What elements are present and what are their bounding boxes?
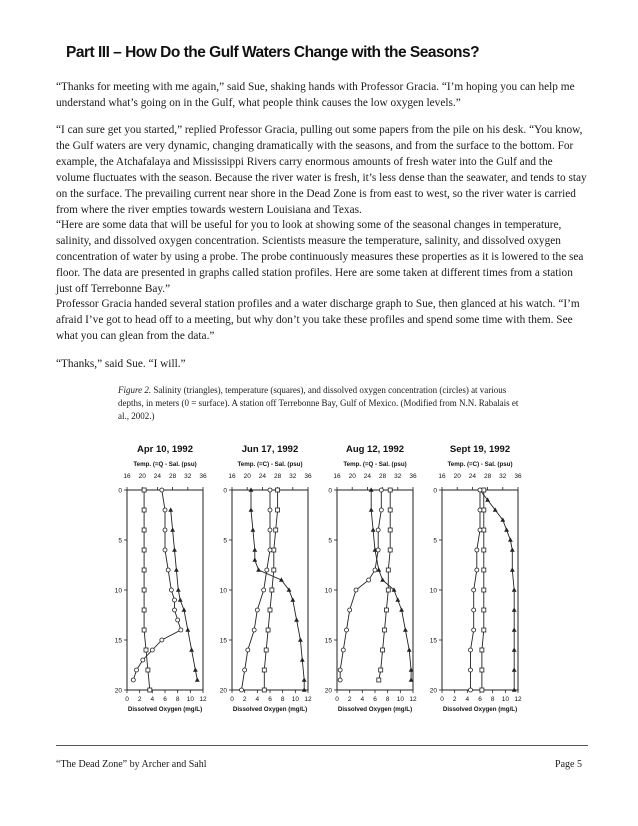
bottom-tick-label: 8: [490, 696, 495, 703]
depth-tick-label: 15: [219, 637, 227, 645]
oxygen-point: [246, 648, 250, 652]
section-heading: Part III – How Do the Gulf Waters Change with the Seasons?: [66, 44, 480, 61]
salinity-point: [182, 607, 187, 611]
temperature-point: [142, 568, 146, 572]
temperature-point: [270, 588, 274, 592]
oxygen-point: [338, 668, 342, 672]
bottom-axis-label: Dissolved Oxygen (mg/L): [127, 706, 203, 713]
oxygen-point: [478, 508, 482, 512]
bottom-axis-label: Dissolved Oxygen (mg/L): [232, 706, 308, 713]
temperature-point: [383, 628, 387, 632]
bottom-tick-label: 12: [514, 696, 522, 703]
bottom-tick-label: 2: [242, 696, 247, 703]
oxygen-point: [341, 648, 345, 652]
depth-tick-label: 0: [433, 487, 437, 495]
oxygen-point: [255, 608, 259, 612]
bottom-tick-label: 0: [335, 696, 339, 703]
bottom-tick-label: 12: [304, 696, 312, 703]
temperature-point: [377, 678, 381, 682]
top-tick-label: 20: [243, 473, 251, 480]
temperature-point: [480, 668, 484, 672]
salinity-point: [290, 597, 295, 601]
temperature-point: [142, 528, 146, 532]
temperature-point: [264, 648, 268, 652]
oxygen-point: [240, 688, 244, 692]
oxygen-point: [166, 568, 170, 572]
oxygen-point: [373, 568, 377, 572]
top-tick-label: 36: [514, 473, 522, 480]
salinity-point: [380, 577, 385, 581]
oxygen-point: [173, 598, 177, 602]
salinity-point: [249, 507, 254, 511]
series-line-circle: [133, 490, 181, 680]
bottom-tick-label: 6: [478, 696, 482, 703]
page-number: Page 5: [555, 759, 582, 770]
oxygen-point: [348, 608, 352, 612]
temperature-point: [482, 568, 486, 572]
salinity-point: [403, 627, 408, 631]
depth-tick-label: 10: [324, 587, 332, 595]
paragraph-4: Professor Gracia handed several station profiles and a water discharge graph to Sue, then glanced at his watch. “I’m afraid I’ve got to head off to a meeting, but why don’t you take these profiles and spend some time with them. See what you can glean from the data.”: [56, 298, 580, 342]
temperature-point: [142, 548, 146, 552]
station-profiles-figure: [105, 438, 525, 728]
oxygen-point: [262, 588, 266, 592]
oxygen-point: [379, 488, 383, 492]
bottom-tick-label: 4: [465, 696, 470, 703]
temperature-point: [276, 508, 280, 512]
depth-tick-label: 0: [223, 487, 227, 495]
series-line-triangle: [371, 490, 411, 680]
top-tick-label: 16: [438, 473, 446, 480]
oxygen-point: [268, 528, 272, 532]
series-line-triangle: [171, 510, 198, 680]
oxygen-point: [160, 638, 164, 642]
depth-tick-label: 10: [219, 587, 227, 595]
oxygen-point: [135, 668, 139, 672]
oxygen-point: [478, 488, 482, 492]
depth-tick-label: 15: [324, 637, 332, 645]
temperature-point: [142, 488, 146, 492]
temperature-point: [388, 528, 392, 532]
salinity-point: [508, 537, 513, 541]
bottom-tick-label: 4: [150, 696, 155, 703]
top-tick-label: 32: [499, 473, 507, 480]
temperature-point: [482, 548, 486, 552]
top-tick-label: 36: [409, 473, 417, 480]
oxygen-point: [163, 508, 167, 512]
temperature-point: [381, 648, 385, 652]
bottom-tick-label: 12: [199, 696, 207, 703]
temperature-point: [388, 508, 392, 512]
salinity-point: [252, 557, 257, 561]
oxygen-point: [141, 658, 145, 662]
temperature-point: [379, 668, 383, 672]
salinity-point: [298, 637, 303, 641]
top-tick-label: 16: [333, 473, 341, 480]
temperature-point: [386, 588, 390, 592]
bottom-tick-label: 10: [501, 696, 509, 703]
salinity-point: [510, 567, 515, 571]
station-profile-panel: [115, 444, 207, 713]
salinity-point: [399, 607, 404, 611]
top-tick-label: 32: [184, 473, 192, 480]
salinity-point: [407, 647, 412, 651]
top-tick-label: 24: [363, 473, 372, 480]
station-profile-panel: [325, 444, 417, 713]
panel-title: Aug 12, 1992: [345, 444, 405, 455]
top-tick-label: 32: [394, 473, 402, 480]
oxygen-point: [472, 628, 476, 632]
temperature-point: [262, 688, 266, 692]
top-tick-label: 20: [453, 473, 461, 480]
station-profile-panel: [220, 444, 312, 713]
temperature-point: [142, 628, 146, 632]
top-tick-label: 32: [289, 473, 297, 480]
bottom-tick-label: 0: [440, 696, 444, 703]
temperature-point: [148, 688, 152, 692]
salinity-point: [195, 677, 200, 681]
oxygen-point: [268, 488, 272, 492]
oxygen-point: [475, 568, 479, 572]
top-axis-label: Temp. (=C) - Sal. (psu): [237, 461, 303, 468]
bottom-tick-label: 12: [409, 696, 417, 703]
figure-caption: [118, 384, 526, 423]
temperature-point: [146, 668, 150, 672]
top-tick-label: 28: [483, 473, 492, 480]
plot-frame: [337, 490, 413, 690]
top-tick-label: 16: [123, 473, 131, 480]
bottom-tick-label: 0: [125, 696, 129, 703]
salinity-point: [395, 597, 400, 601]
oxygen-point: [472, 588, 476, 592]
top-tick-label: 16: [228, 473, 236, 480]
paragraph-5: “Thanks,” said Sue. “I will.”: [56, 358, 186, 370]
oxygen-point: [265, 568, 269, 572]
top-tick-label: 20: [138, 473, 146, 480]
oxygen-point: [160, 488, 164, 492]
oxygen-point: [176, 618, 180, 622]
salinity-point: [300, 657, 305, 661]
salinity-point: [176, 587, 181, 591]
salinity-point: [302, 677, 307, 681]
depth-tick-label: 5: [433, 537, 437, 545]
oxygen-point: [150, 648, 154, 652]
footer-credit: “The Dead Zone” by Archer and Sahl: [56, 759, 207, 770]
salinity-point: [170, 527, 175, 531]
temperature-point: [388, 548, 392, 552]
top-axis-label: Temp. (=Q - Sal. (psu): [343, 461, 407, 468]
bottom-tick-label: 6: [268, 696, 272, 703]
top-tick-label: 20: [348, 473, 356, 480]
salinity-point: [252, 547, 257, 551]
depth-tick-label: 0: [118, 487, 122, 495]
salinity-point: [193, 667, 198, 671]
top-tick-label: 36: [304, 473, 312, 480]
oxygen-point: [354, 588, 358, 592]
bottom-tick-label: 6: [163, 696, 167, 703]
salinity-point: [189, 647, 194, 651]
depth-tick-label: 15: [114, 637, 122, 645]
series-line-triangle: [251, 490, 304, 690]
salinity-point: [251, 527, 256, 531]
oxygen-point: [268, 548, 272, 552]
depth-tick-label: 5: [118, 537, 122, 545]
salinity-point: [294, 617, 299, 621]
oxygen-point: [252, 628, 256, 632]
oxygen-point: [469, 688, 473, 692]
bottom-tick-label: 8: [280, 696, 285, 703]
bottom-axis-label: Dissolved Oxygen (mg/L): [337, 706, 413, 713]
bottom-axis-label: Dissolved Oxygen (mg/L): [442, 706, 518, 713]
salinity-point: [178, 597, 183, 601]
salinity-point: [512, 667, 517, 671]
series-line-circle: [340, 490, 381, 680]
bottom-tick-label: 4: [255, 696, 260, 703]
oxygen-point: [475, 548, 479, 552]
salinity-point: [510, 547, 515, 551]
oxygen-point: [478, 528, 482, 532]
temperature-point: [142, 508, 146, 512]
oxygen-point: [163, 528, 167, 532]
salinity-point: [371, 527, 376, 531]
depth-tick-label: 20: [324, 687, 332, 695]
top-axis-label: Temp. (=C) - Sal. (psu): [447, 461, 513, 468]
top-tick-label: 28: [273, 473, 282, 480]
station-profile-panel: [430, 444, 522, 713]
salinity-point: [168, 507, 173, 511]
bottom-tick-label: 4: [360, 696, 365, 703]
oxygen-point: [338, 678, 342, 682]
depth-tick-label: 0: [328, 487, 332, 495]
depth-tick-label: 5: [328, 537, 332, 545]
temperature-point: [268, 608, 272, 612]
salinity-point: [512, 647, 517, 651]
oxygen-point: [469, 648, 473, 652]
temperature-point: [480, 648, 484, 652]
oxygen-point: [367, 578, 371, 582]
oxygen-point: [131, 678, 135, 682]
salinity-point: [512, 627, 517, 631]
depth-tick-label: 20: [429, 687, 437, 695]
salinity-point: [256, 567, 261, 571]
salinity-point: [512, 607, 517, 611]
salinity-point: [369, 507, 374, 511]
oxygen-point: [179, 628, 183, 632]
top-axis-label: Temp. (=Q - Sal. (psu): [133, 461, 197, 468]
bottom-tick-label: 2: [347, 696, 352, 703]
salinity-point: [172, 547, 177, 551]
bottom-tick-label: 8: [385, 696, 390, 703]
top-tick-label: 24: [258, 473, 267, 480]
oxygen-point: [469, 668, 473, 672]
temperature-point: [274, 528, 278, 532]
panel-title: Jun 17, 1992: [241, 444, 299, 455]
salinity-point: [174, 567, 179, 571]
oxygen-point: [376, 528, 380, 532]
oxygen-point: [345, 628, 349, 632]
bottom-tick-label: 2: [137, 696, 142, 703]
top-tick-label: 24: [153, 473, 162, 480]
oxygen-point: [173, 608, 177, 612]
paragraph-1: “Thanks for meeting with me again,” said Sue, shaking hands with Professor Gracia. “I’m hoping you can help me understand what’s going on in the Gulf, what people think causes the low oxygen levels.”: [56, 81, 575, 109]
temperature-point: [482, 628, 486, 632]
salinity-point: [512, 587, 517, 591]
bottom-tick-label: 10: [396, 696, 404, 703]
top-tick-label: 28: [168, 473, 177, 480]
temperature-point: [142, 608, 146, 612]
temperature-point: [388, 488, 392, 492]
oxygen-point: [243, 668, 247, 672]
temperature-point: [262, 668, 266, 672]
salinity-point: [504, 527, 509, 531]
figure-caption-text: Salinity (triangles), temperature (squares), and dissolved oxygen concentration (circles) at various depths, in meters (0 = surface). A station off Terrebonne Bay, Gulf of Mexico. (Modified from N.N. Rabalais et al., 2002.): [118, 385, 519, 421]
temperature-point: [480, 688, 484, 692]
bottom-tick-label: 8: [175, 696, 180, 703]
temperature-point: [276, 488, 280, 492]
salinity-point: [185, 627, 190, 631]
depth-tick-label: 20: [219, 687, 227, 695]
top-tick-label: 24: [468, 473, 477, 480]
depth-tick-label: 5: [223, 537, 227, 545]
oxygen-point: [376, 548, 380, 552]
temperature-point: [144, 648, 148, 652]
footer-divider: [56, 745, 588, 746]
temperature-point: [272, 568, 276, 572]
depth-tick-label: 20: [114, 687, 122, 695]
depth-tick-label: 10: [114, 587, 122, 595]
temperature-point: [266, 628, 270, 632]
bottom-tick-label: 10: [186, 696, 194, 703]
paragraph-3: “Here are some data that will be useful for you to look at showing some of the seasonal changes in temperature, salinity, and dissolved oxygen concentration. Scientists measure the temperature, salinity, and dissolved oxygen concentration of water by using a probe. The probe continuously measures these properties as it is lowered to the sea floor. The data are presented in graphs called station profiles. Here are some taken at different times from a station just off Terrebonne Bay.”: [56, 219, 584, 295]
temperature-point: [482, 608, 486, 612]
bottom-tick-label: 2: [452, 696, 457, 703]
bottom-tick-label: 6: [373, 696, 377, 703]
bottom-tick-label: 10: [291, 696, 299, 703]
temperature-point: [482, 588, 486, 592]
panel-title: Apr 10, 1992: [137, 444, 193, 455]
top-tick-label: 28: [378, 473, 387, 480]
temperature-point: [384, 608, 388, 612]
oxygen-point: [268, 508, 272, 512]
bottom-tick-label: 0: [230, 696, 234, 703]
depth-tick-label: 10: [429, 587, 437, 595]
depth-tick-label: 15: [429, 637, 437, 645]
top-tick-label: 36: [199, 473, 207, 480]
figure-label: Figure 2.: [118, 385, 152, 395]
paragraph-2: “I can sure get you started,” replied Professor Gracia, pulling out some papers from the pile on his desk. “You know, the Gulf waters are very dynamic, changing dramatically with the seasons, and from the surface to the bottom. For example, the Atchafalaya and Mississippi Rivers carry enormous amounts of fresh water into the Gulf and the volume fluctuates with the season. Because the river water is fresh, it’s less dense than the seawater, and tends to stay on the surface. The prevailing current near shore in the Dead Zone is from east to west, so the river water is carried from where the river empties towards western Louisiana and Texas.: [56, 124, 587, 216]
temperature-point: [142, 588, 146, 592]
oxygen-point: [379, 508, 383, 512]
oxygen-point: [472, 608, 476, 612]
panel-title: Sept 19, 1992: [449, 444, 511, 455]
oxygen-point: [169, 588, 173, 592]
oxygen-point: [163, 548, 167, 552]
temperature-point: [386, 568, 390, 572]
